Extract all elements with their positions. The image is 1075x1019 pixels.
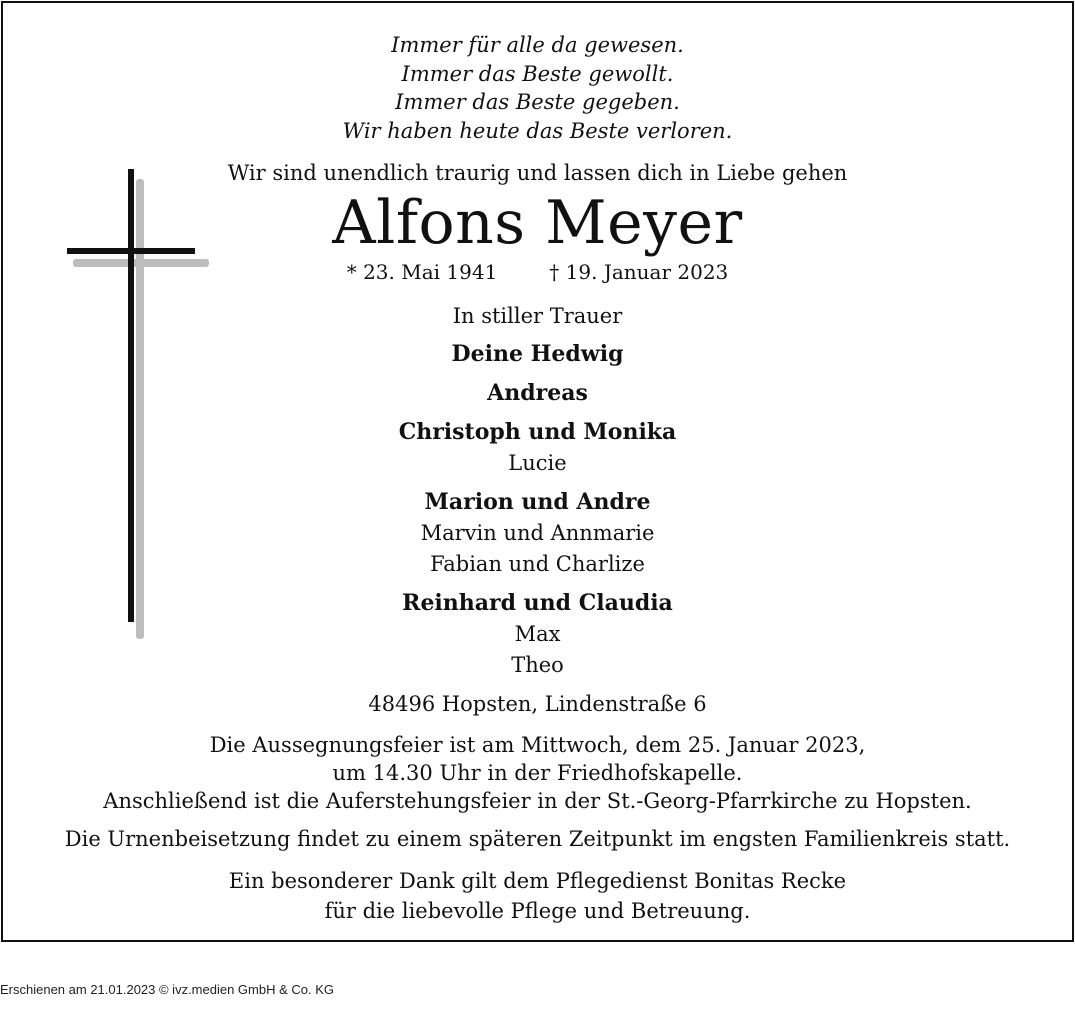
- ceremony-info: [3, 731, 1072, 815]
- deceased-name: Alfons Meyer: [332, 188, 743, 258]
- mourner-group-child: Fabian und Charlize: [430, 552, 645, 576]
- mourner-group-child: Marvin und Annmarie: [420, 521, 655, 545]
- birth-date: * 23. Mai 1941: [346, 260, 498, 284]
- mourner-group-head: Reinhard und Claudia: [402, 590, 673, 616]
- mourning-label: In stiller Trauer: [452, 304, 623, 328]
- thanks-line: Ein besonderer Dank gilt dem Pflegedienst Bonitas Recke: [228, 869, 847, 893]
- mourner-son: Andreas: [487, 380, 588, 406]
- burial-info: Die Urnenbeisetzung findet zu einem späteren Zeitpunkt im engsten Familienkreis statt.: [64, 827, 1011, 851]
- mourner-group-child: Theo: [511, 653, 564, 677]
- thanks-note: [3, 866, 1072, 926]
- ceremony-line: um 14.30 Uhr in der Friedhofskapelle.: [332, 761, 743, 785]
- obituary-notice: [1, 1, 1074, 942]
- ceremony-line: Die Aussegnungsfeier ist am Mittwoch, dem 25. Januar 2023,: [209, 733, 866, 757]
- mourner-group-child: Max: [514, 622, 561, 646]
- life-dates: [3, 259, 1072, 285]
- death-date: † 19. Januar 2023: [549, 260, 729, 284]
- mourner-group-head: Christoph und Monika: [398, 419, 677, 445]
- mourner-wife: Deine Hedwig: [451, 341, 624, 367]
- poem-line: Wir haben heute das Beste verloren.: [342, 118, 733, 143]
- poem-line: Immer das Beste gegeben.: [395, 90, 680, 114]
- family-address: 48496 Hopsten, Lindenstraße 6: [368, 692, 707, 716]
- poem-line: Immer das Beste gewollt.: [401, 61, 674, 86]
- poem: [3, 31, 1072, 145]
- mourner-group-head: Marion und Andre: [424, 489, 651, 515]
- mourner-group-child: Lucie: [508, 451, 567, 475]
- mourners-list: [3, 301, 1072, 681]
- poem-line: Immer für alle da gewesen.: [391, 33, 684, 57]
- ceremony-line: Anschließend ist die Auferstehungsfeier in der St.-Georg-Pfarrkirche zu Hopsten.: [103, 789, 972, 813]
- publication-footer: Erschienen am 21.01.2023 © ivz.medien GmbH & Co. KG: [0, 982, 335, 997]
- thanks-line: für die liebevolle Pflege und Betreuung.: [324, 899, 751, 923]
- intro-text: Wir sind unendlich traurig und lassen dich in Liebe gehen: [227, 161, 848, 185]
